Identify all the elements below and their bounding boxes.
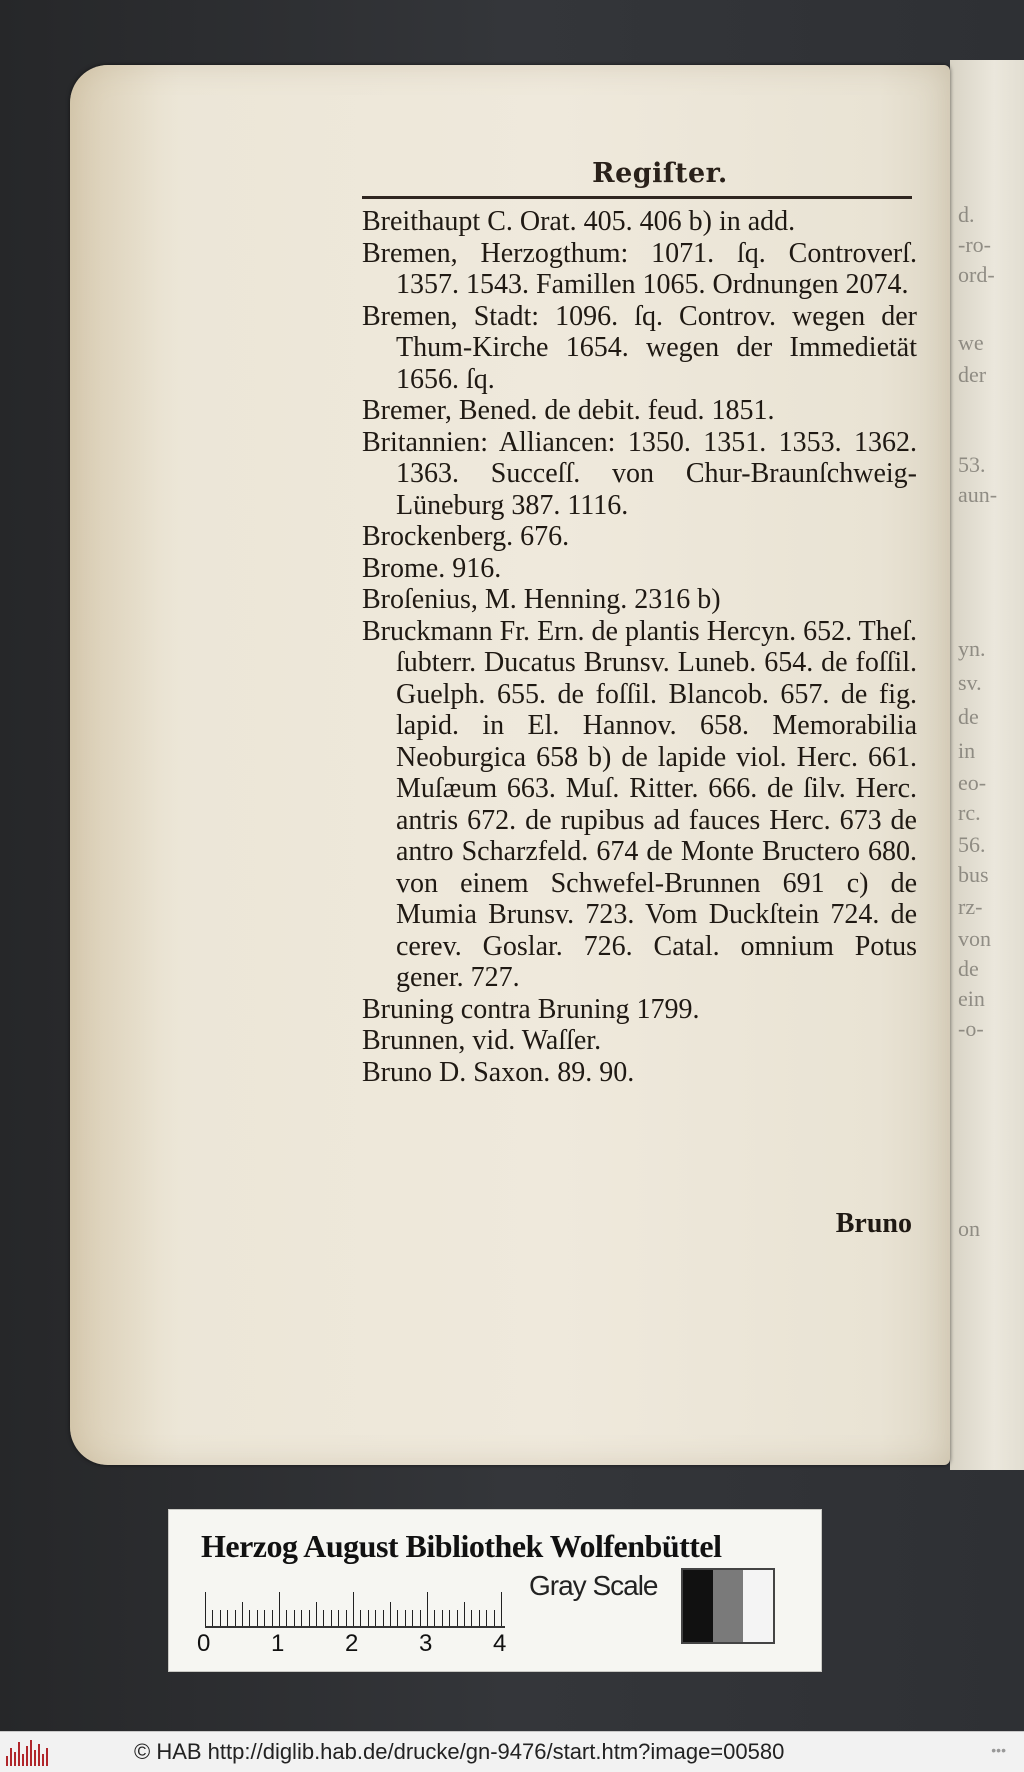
ruler-tick (353, 1592, 354, 1626)
ruler-tick (390, 1602, 391, 1626)
logo-bar (26, 1746, 28, 1766)
logo-bar (18, 1742, 20, 1766)
gray-scale-swatches (681, 1568, 775, 1644)
facing-page-fragment: de (958, 704, 979, 729)
logo-bar (34, 1750, 36, 1766)
ruler-tick (264, 1610, 265, 1626)
ruler-tick (331, 1610, 332, 1626)
ruler-tick (375, 1610, 376, 1626)
facing-page-fragment: in (958, 738, 976, 763)
register-entry: Bruning contra Bruning 1799. (362, 993, 700, 1025)
gray-scale-label: Gray Scale (529, 1570, 658, 1601)
footer-bar (0, 1731, 1024, 1772)
ruler-tick (257, 1610, 258, 1626)
facing-page-fragment: sv. (958, 670, 982, 695)
running-head: Regiſter. (592, 158, 728, 189)
ruler-tick (405, 1610, 406, 1626)
register-entry: Broſenius, M. Henning. 2316 b) (362, 584, 721, 615)
ruler-number: 1 (271, 1630, 285, 1657)
ruler-tick (235, 1610, 236, 1626)
register-entry: Breithaupt C. Orat. 405. 406 b) in add. (362, 206, 796, 237)
ruler-tick (368, 1610, 369, 1626)
ruler-tick (249, 1610, 250, 1626)
register-entry: Bruckmann Fr. Ern. de plantis Hercyn. 652. Theſ. ſubterr. Ducatus Brunsv. Luneb. 654. de foſſil. Guelph. 655. de foſſil. Blancob. 657. de fig. lapid. in El. Hannov. 658. Memorabilia Neoburgica 658 b) de lapide viol. Herc. 661. Muſæum 663. Muſ. Ritter. 666. de ſilv. Herc. antris 672. de rupibus ad fauces Herc. 673 de antro Scharzfeld. 674 de Monte Bructero 680. von einem Schwefel-Brunnen 691 c) de Mumia Brunsv. 723. Vom Duckſtein 724. de cerev. Goslar. 726. Catal. omnium Potus gener. 727. (362, 615, 917, 993)
facing-page-fragment: -ro- (958, 232, 991, 257)
facing-page-fragment: rz- (958, 894, 983, 919)
ruler-tick (457, 1610, 458, 1626)
facing-page-fragment: we (958, 330, 984, 355)
color-calibration-card (168, 1509, 822, 1672)
ruler-tick (212, 1610, 213, 1626)
ruler-tick (316, 1602, 317, 1626)
facing-page-fragment: rc. (958, 800, 981, 825)
register-entry: Bremen, Herzogthum: 1071. ſq. Controverſ. 1357. 1543. Famillen 1065. Ordnungen 2074. (362, 237, 917, 300)
ruler-tick (272, 1610, 273, 1626)
next-page-edge (950, 60, 1024, 1470)
facing-page-fragment: ein (958, 986, 985, 1011)
facing-page-fragment: d. (958, 202, 975, 227)
ruler-number: 0 (197, 1630, 211, 1657)
header-rule (362, 196, 912, 199)
ruler-tick (242, 1602, 243, 1626)
ruler-tick (434, 1610, 435, 1626)
ruler-tick (309, 1610, 310, 1626)
ruler-tick (412, 1610, 413, 1626)
logo-bar (30, 1740, 32, 1766)
ruler-tick (323, 1610, 324, 1626)
library-name: Herzog August Bibliothek Wolfenbüttel (201, 1528, 722, 1564)
ruler-tick (279, 1592, 280, 1626)
ruler-tick (301, 1610, 302, 1626)
facing-page-fragment: bus (958, 862, 989, 887)
logo-bar (6, 1756, 8, 1766)
facing-page-fragment: 56. (958, 832, 986, 857)
ruler-number: 4 (493, 1630, 507, 1657)
ruler-tick (442, 1610, 443, 1626)
ruler-scale (205, 1590, 505, 1628)
logo-bar (10, 1748, 12, 1766)
ruler-tick (360, 1610, 361, 1626)
facing-page-fragment: yn. (958, 636, 986, 661)
facing-page-fragment: de (958, 956, 979, 981)
ruler-tick (383, 1610, 384, 1626)
swatch-white (743, 1570, 773, 1642)
more-icon[interactable]: ••• (991, 1742, 1006, 1758)
ruler-tick (220, 1610, 221, 1626)
ruler-tick (449, 1610, 450, 1626)
logo-bar (14, 1752, 16, 1766)
facing-page-fragment: eo- (958, 770, 987, 795)
ruler-number: 2 (345, 1630, 359, 1657)
catchword: Bruno (835, 1208, 912, 1239)
ruler-tick (494, 1610, 495, 1626)
ruler-tick (286, 1610, 287, 1626)
facing-page-fragment: von (958, 926, 991, 951)
facing-page-fragment: der (958, 362, 987, 387)
register-entry: Bremer, Bened. de debit. feud. 1851. (362, 395, 775, 426)
facing-page-fragment: on (958, 1216, 980, 1241)
register-entry: Britannien: Alliancen: 1350. 1351. 1353. 1362. 1363. Succeſſ. von Chur-Braunſchweig-Lüneburg 387. 1116. (362, 426, 917, 521)
register-entry: Brunnen, vid. Waſſer. (362, 1025, 602, 1056)
ruler-tick (338, 1610, 339, 1626)
ruler-tick (227, 1610, 228, 1626)
ruler-tick (479, 1610, 480, 1626)
ruler-tick (294, 1610, 295, 1626)
ruler-tick (501, 1592, 502, 1626)
facing-page-fragment: ord- (958, 262, 995, 287)
register-entries (362, 206, 917, 1088)
logo-bar (38, 1744, 40, 1766)
facing-page-fragment: 53. (958, 452, 986, 477)
facing-page-fragment: -o- (958, 1016, 984, 1041)
swatch-black (683, 1570, 713, 1642)
ruler-tick (471, 1610, 472, 1626)
ruler-tick (427, 1592, 428, 1626)
ruler-tick (346, 1610, 347, 1626)
register-entry: Brome. 916. (362, 552, 502, 584)
logo-bar (46, 1748, 48, 1766)
register-entry: Bruno D. Saxon. 89. 90. (362, 1056, 635, 1088)
footer-citation[interactable]: © HAB http://diglib.hab.de/drucke/gn-9476/start.htm?image=00580 (134, 1739, 785, 1764)
logo-bar (22, 1754, 24, 1766)
register-entry: Bremen, Stadt: 1096. ſq. Controv. wegen der Thum-Kirche 1654. wegen der Immedietät 1656. ſq. (362, 300, 917, 395)
logo-bar (42, 1754, 44, 1766)
swatch-gray (713, 1570, 743, 1642)
ruler-number: 3 (419, 1630, 433, 1657)
ruler-numbers (197, 1630, 517, 1660)
hab-logo-icon (6, 1738, 50, 1766)
ruler-tick (486, 1610, 487, 1626)
ruler-tick (397, 1610, 398, 1626)
register-entry: Brockenberg. 676. (362, 521, 570, 552)
ruler-tick (420, 1610, 421, 1626)
facing-page-fragment: aun- (958, 482, 998, 507)
ruler-tick (464, 1602, 465, 1626)
ruler-tick (205, 1592, 206, 1626)
